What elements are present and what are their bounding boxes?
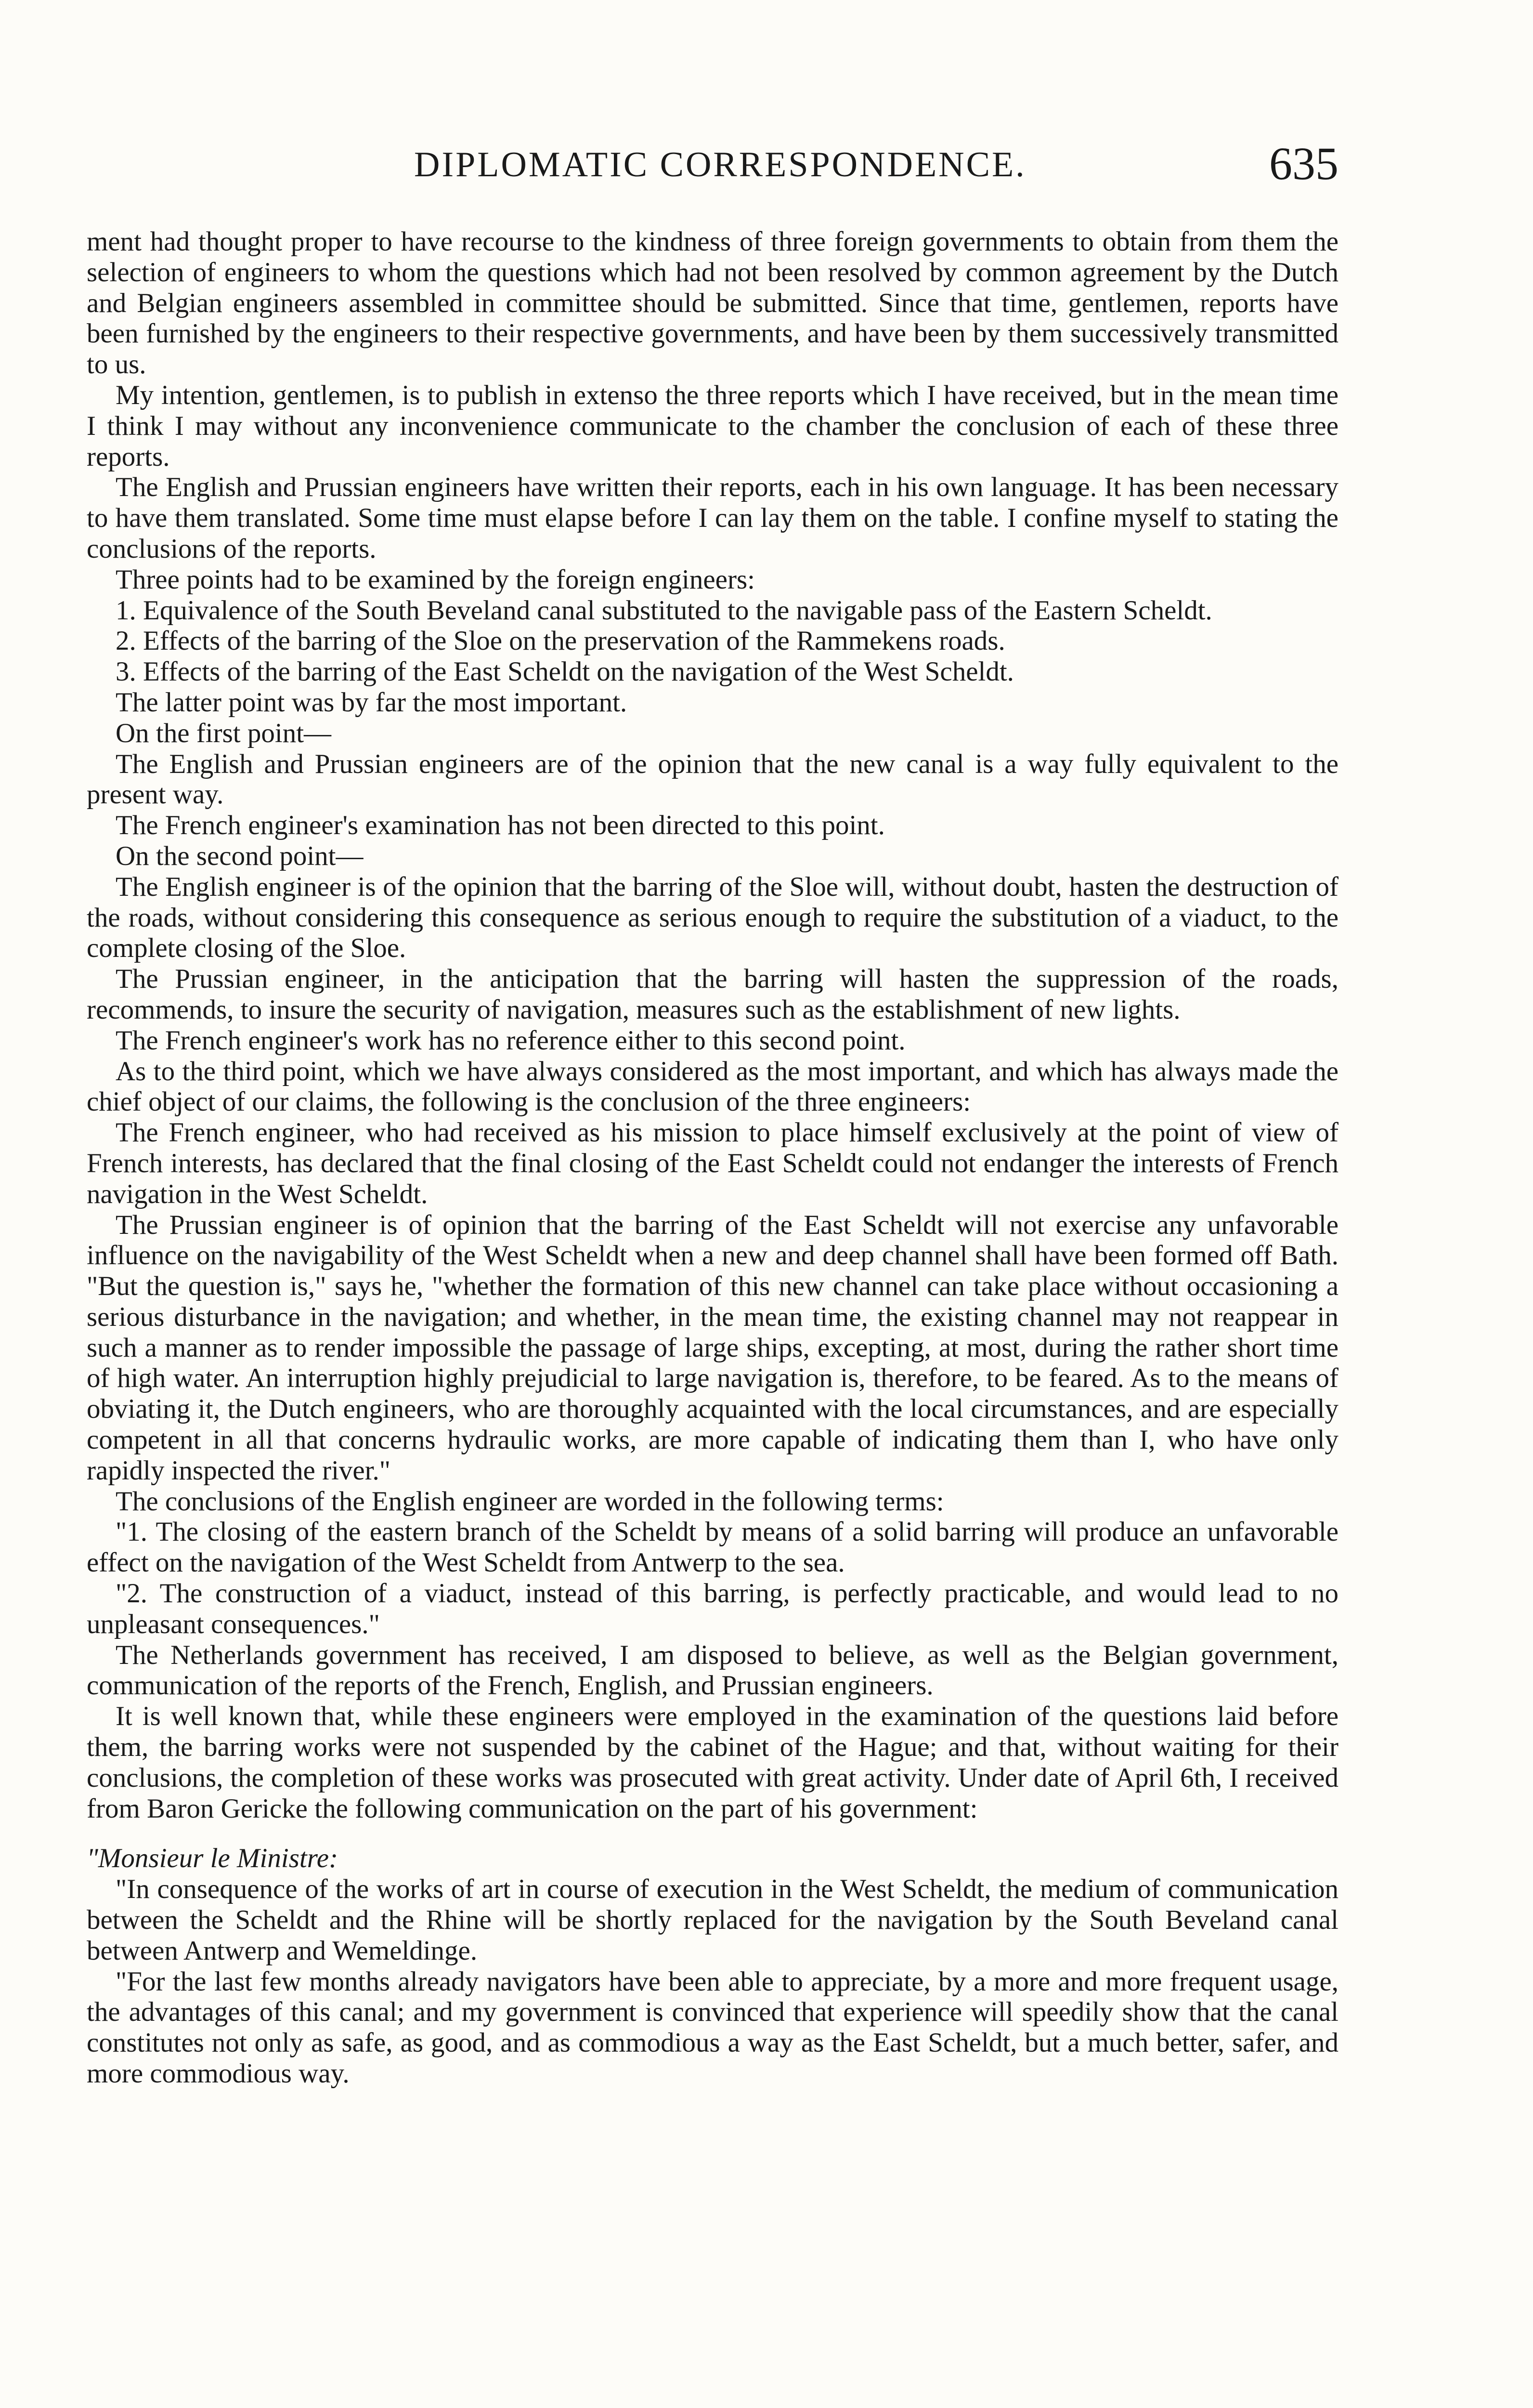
paragraph: The Prussian engineer, in the anticipation that the barring will hasten the suppression of the roads, recommends, to insure the security of navigation, measures such as the establishment of new lights. bbox=[87, 964, 1338, 1025]
paragraph: "2. The construction of a viaduct, instead of this barring, is perfectly practicable, and would lead to no unpleasant consequences." bbox=[87, 1578, 1338, 1639]
paragraph: The latter point was by far the most important. bbox=[116, 687, 627, 718]
paragraph: My intention, gentlemen, is to publish in extenso the three reports which I have received, but in the mean time I think I may without any inconvenience communicate to the chamber the conclusion of each of these three reports. bbox=[87, 380, 1338, 472]
paragraph: 1. Equivalence of the South Beveland canal substituted to the navigable pass of the Eastern Scheldt. bbox=[116, 595, 1212, 626]
paragraph: 3. Effects of the barring of the East Scheldt on the navigation of the West Scheldt. bbox=[116, 656, 1014, 687]
paragraph: As to the third point, which we have always considered as the most important, and which has always made the chief object of our claims, the following is the conclusion of the three engineers: bbox=[87, 1056, 1338, 1117]
paragraph: The English and Prussian engineers have written their reports, each in his own language. It has been necessary to have them translated. Some time must elapse before I can lay them on the table. I confine myself to stating the conclusions of the reports. bbox=[87, 472, 1338, 564]
paragraph: The French engineer's work has no reference either to this second point. bbox=[116, 1025, 906, 1056]
paragraph: It is well known that, while these engineers were employed in the examination of the questions laid before them, the barring works were not suspended by the cabinet of the Hague; and that, without waiting for their conclusions, the completion of these works was prosecuted with great activity. Under date of April 6th, I received from Baron Gericke the following communication on the part of his government: bbox=[87, 1701, 1338, 1824]
paragraph: The English and Prussian engineers are of the opinion that the new canal is a way fully equivalent to the present way. bbox=[87, 748, 1338, 810]
paragraph: Three points had to be examined by the foreign engineers: bbox=[116, 564, 755, 595]
paragraph: On the second point— bbox=[116, 840, 364, 871]
running-title: DIPLOMATIC CORRESPONDENCE. bbox=[414, 145, 1026, 184]
quoted-paragraph: "In consequence of the works of art in course of execution in the West Scheldt, the medium of communication between the Scheldt and the Rhine will be shortly replaced for the navigation by the South Beveland canal between Antwerp and Wemeldinge. bbox=[87, 1874, 1338, 1966]
paragraph: ment had thought proper to have recourse to the kindness of three foreign governments to obtain from them the selection of engineers to whom the questions which had not been resolved by common agreement by the Dutch and Belgian engineers assembled in committee should be submitted. Since that time, gentlemen, reports have been furnished by the engineers to their respective governments, and have been by them successively transmitted to us. bbox=[87, 226, 1338, 380]
quoted-paragraph: "For the last few months already navigators have been able to appreciate, by a more and more frequent usage, the advantages of this canal; and my government is convinced that experience will speedily show that the canal constitutes not only as safe, as good, and as commodious a way as the East Scheldt, but a much better, safer, and more commodious way. bbox=[87, 1966, 1338, 2089]
paragraph: The French engineer, who had received as his mission to place himself exclusively at the point of view of French interests, has declared that the final closing of the East Scheldt could not endanger the interests of French navigation in the West Scheldt. bbox=[87, 1117, 1338, 1209]
running-header bbox=[87, 138, 1338, 197]
paragraph: "1. The closing of the eastern branch of the Scheldt by means of a solid barring will produce an unfavorable effect on the navigation of the West Scheldt from Antwerp to the sea. bbox=[87, 1517, 1338, 1578]
quote-salutation-text: "Monsieur le Ministre: bbox=[87, 1843, 338, 1874]
paragraph: The Prussian engineer is of opinion that the barring of the East Scheldt will not exercise any unfavorable influence on the navigability of the West Scheldt when a new and deep channel shall have been formed off Bath. "But the question is," says he, "whether the formation of this new channel can take place without occasioning a serious disturbance in the navigation; and whether, in the mean time, the existing channel may not reappear in such a manner as to render impossible the passage of large ships, excepting, at most, during the rather short time of high water. An interruption highly prejudicial to large navigation is, therefore, to be feared. As to the means of obviating it, the Dutch engineers, who are thoroughly acquainted with the local circumstances, and are especially competent in all that concerns hydraulic works, are more capable of indicating them than I, who have only rapidly inspected the river." bbox=[87, 1209, 1338, 1486]
paragraph: 2. Effects of the barring of the Sloe on the preservation of the Rammekens roads. bbox=[116, 626, 1005, 656]
page-body bbox=[87, 226, 1338, 2089]
paragraph: The conclusions of the English engineer are worded in the following terms: bbox=[116, 1486, 944, 1517]
paragraph: The French engineer's examination has not been directed to this point. bbox=[116, 810, 885, 841]
paragraph: On the first point— bbox=[116, 718, 332, 748]
paragraph: The Netherlands government has received, I am disposed to believe, as well as the Belgian government, communication of the reports of the French, English, and Prussian engineers. bbox=[87, 1639, 1338, 1701]
paragraph: The English engineer is of the opinion that the barring of the Sloe will, without doubt, hasten the destruction of the roads, without considering this consequence as serious enough to require the substitution of a viaduct, to the complete closing of the Sloe. bbox=[87, 871, 1338, 964]
quote-salutation bbox=[87, 1843, 1338, 1874]
page-number: 635 bbox=[1269, 138, 1338, 189]
